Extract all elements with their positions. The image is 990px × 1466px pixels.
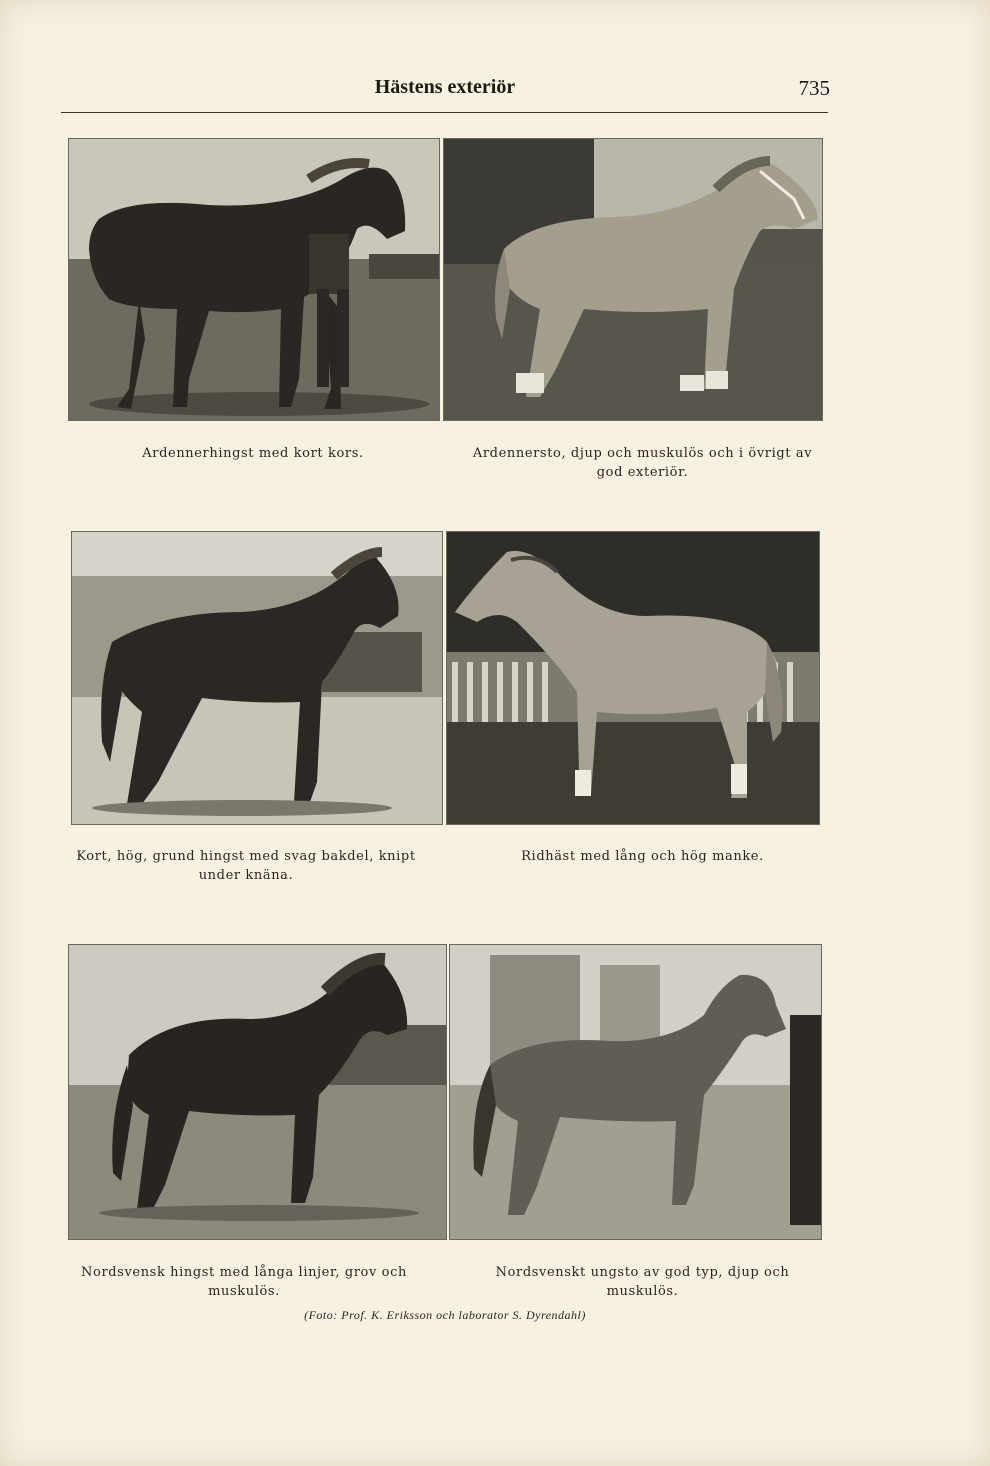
running-header-title: Hästens exteriör <box>374 76 516 98</box>
horse-photo-5 <box>69 945 446 1239</box>
photo-ardenner-stallion <box>68 138 440 421</box>
photo-nordsvensk-filly <box>449 944 822 1240</box>
caption-photo-1: Ardennerhingst med kort kors. <box>142 446 364 461</box>
photo-ardenner-mare <box>443 138 823 421</box>
header-rule <box>61 112 828 113</box>
caption-photo-3: Kort, hög, grund hingst med svag bakdel, knipt under knäna. <box>76 849 416 883</box>
horse-photo-4 <box>447 532 819 824</box>
photo-short-high-stallion <box>71 531 443 825</box>
horse-photo-3 <box>72 532 442 824</box>
caption-photo-2: Ardennersto, djup och muskulös och i övrigt av god exteriör. <box>472 446 813 480</box>
caption-photo-5: Nordsvensk hingst med långa linjer, grov och muskulös. <box>81 1265 407 1299</box>
photo-credit: (Foto: Prof. K. Eriksson och laborator S. Dyrendahl) <box>304 1308 586 1322</box>
horse-photo-6 <box>450 945 821 1239</box>
horse-photo-1 <box>69 139 439 420</box>
photo-nordsvensk-stallion <box>68 944 447 1240</box>
caption-photo-6: Nordsvenskt ungsto av god typ, djup och muskulös. <box>495 1265 790 1299</box>
page-number: 735 <box>798 76 830 100</box>
caption-photo-4: Ridhäst med lång och hög manke. <box>521 849 764 864</box>
photo-riding-horse <box>446 531 820 825</box>
horse-photo-2 <box>444 139 822 420</box>
